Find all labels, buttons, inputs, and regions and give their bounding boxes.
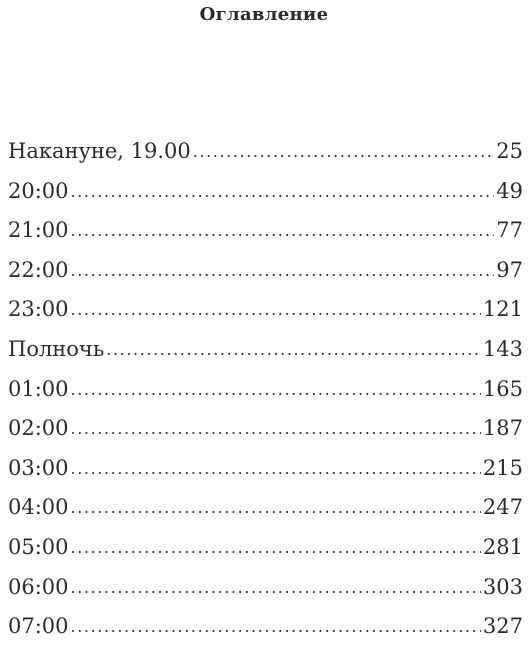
toc-dot-leader — [193, 134, 495, 170]
toc-entry-page: 281 — [482, 534, 523, 559]
toc-entry-title: 07:00 — [8, 614, 69, 639]
toc-dot-leader — [71, 292, 481, 328]
toc-entry[interactable] — [8, 529, 523, 569]
toc-entry-title: 22:00 — [8, 257, 69, 282]
toc-dot-leader — [71, 490, 481, 526]
toc-dot-leader — [71, 372, 481, 408]
table-of-contents — [8, 133, 523, 648]
toc-entry[interactable] — [8, 212, 523, 252]
toc-dot-leader — [71, 411, 481, 447]
toc-entry[interactable] — [8, 133, 523, 173]
toc-entry-title: Полночь — [8, 336, 105, 361]
toc-entry-title: 05:00 — [8, 534, 69, 559]
toc-entry-page: 187 — [482, 416, 523, 441]
toc-dot-leader — [71, 213, 495, 249]
toc-entry-page: 97 — [496, 257, 523, 282]
toc-entry-page: 165 — [482, 376, 523, 401]
toc-entry-title: 20:00 — [8, 178, 69, 203]
toc-entry-page: 303 — [482, 574, 523, 599]
toc-entry[interactable] — [8, 608, 523, 648]
toc-entry[interactable] — [8, 291, 523, 331]
toc-dot-leader — [106, 332, 481, 368]
toc-entry[interactable] — [8, 371, 523, 411]
toc-dot-leader — [71, 570, 481, 606]
toc-entry[interactable] — [8, 569, 523, 609]
toc-entry-title: Накануне, 19.00 — [8, 139, 191, 163]
toc-entry-page: 49 — [496, 178, 523, 203]
toc-entry-title: 01:00 — [8, 376, 69, 401]
toc-entry-page: 77 — [496, 218, 523, 243]
toc-entry[interactable] — [8, 489, 523, 529]
toc-dot-leader — [71, 174, 495, 210]
toc-entry[interactable] — [8, 331, 523, 371]
toc-entry-title: 21:00 — [8, 218, 69, 243]
toc-entry-page: 25 — [496, 139, 523, 163]
toc-entry-title: 06:00 — [8, 574, 69, 599]
toc-heading: Оглавление — [199, 4, 329, 25]
toc-entry-page: 247 — [482, 495, 523, 520]
toc-entry-title: 02:00 — [8, 416, 69, 441]
toc-entry-page: 327 — [482, 614, 523, 639]
toc-entry[interactable] — [8, 410, 523, 450]
toc-entry-page: 121 — [482, 297, 523, 322]
toc-dot-leader — [71, 451, 481, 487]
toc-entry[interactable] — [8, 450, 523, 490]
toc-dot-leader — [71, 609, 481, 645]
toc-entry-title: 23:00 — [8, 297, 69, 322]
toc-dot-leader — [71, 253, 495, 289]
toc-entry-title: 04:00 — [8, 495, 69, 520]
toc-entry[interactable] — [8, 173, 523, 213]
toc-dot-leader — [71, 530, 481, 566]
toc-entry-page: 143 — [482, 336, 523, 361]
toc-entry-title: 03:00 — [8, 455, 69, 480]
toc-entry[interactable] — [8, 252, 523, 292]
toc-entry-page: 215 — [482, 455, 523, 480]
